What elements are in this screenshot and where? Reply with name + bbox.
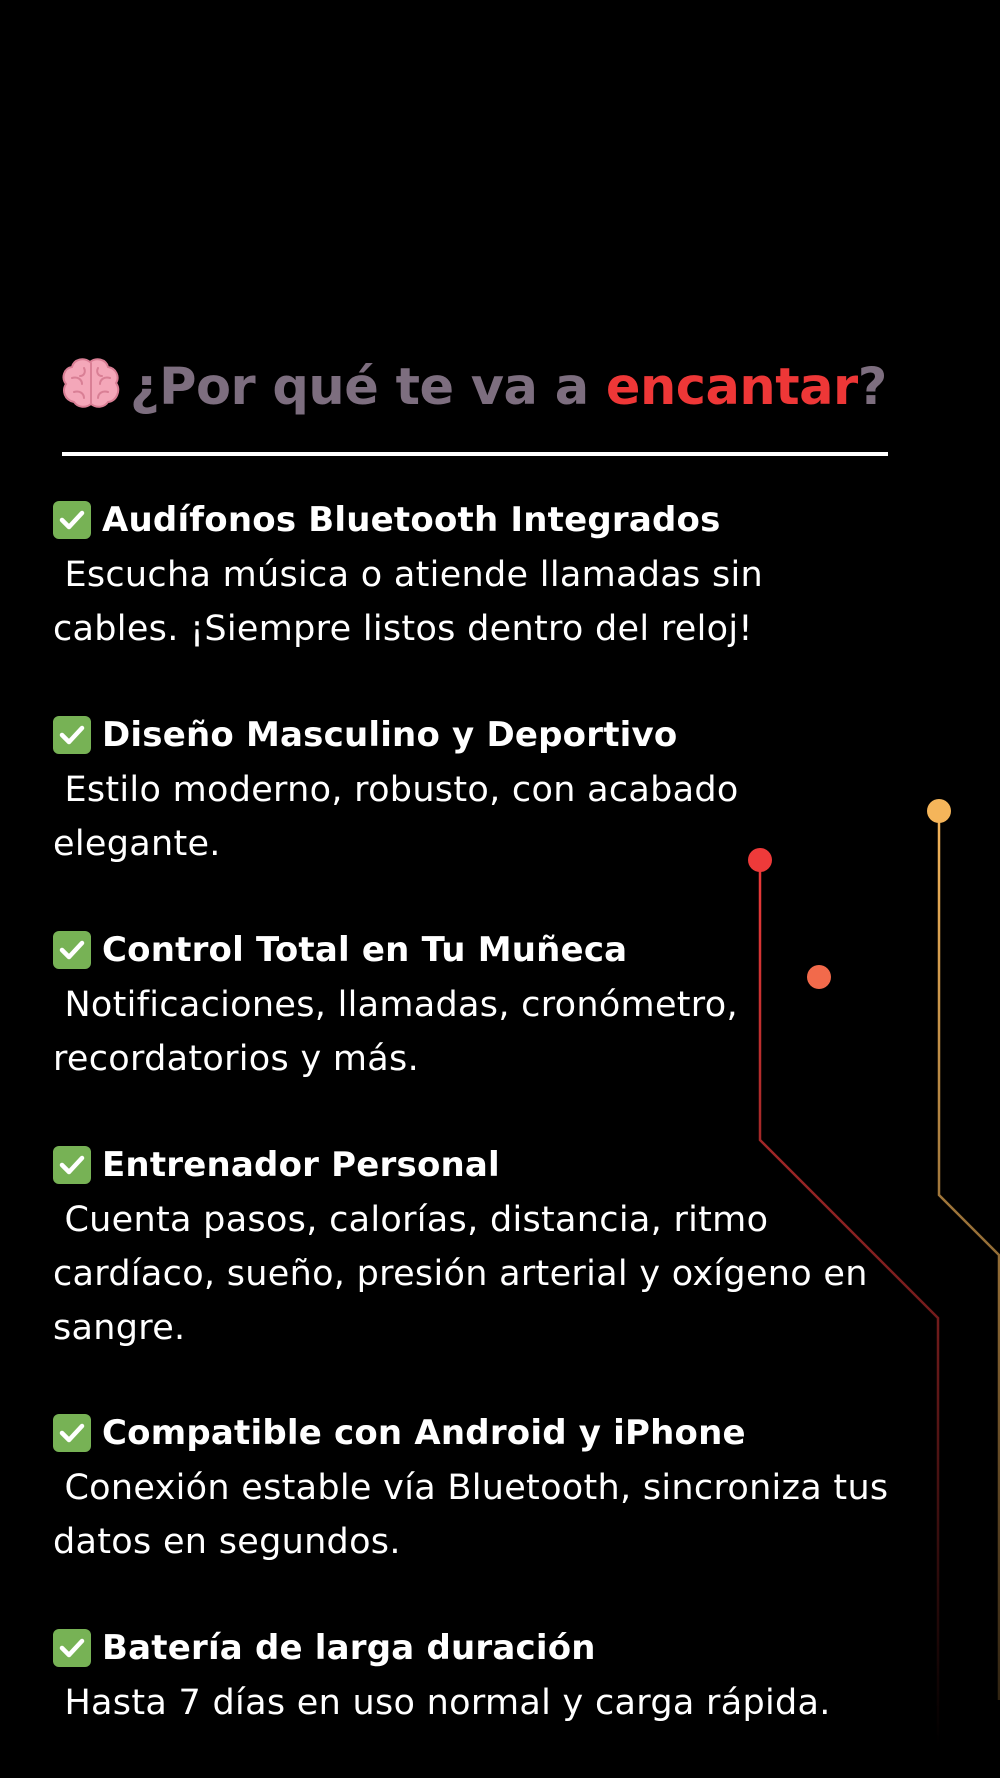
description-line: cardíaco, sueño, presión arterial y oxígeno en [53,1254,868,1294]
feature-heading: Diseño Masculino y Deportivo [102,715,678,755]
feature-item [53,925,983,1086]
feature-description [53,1676,983,1730]
description-line: Cuenta pasos, calorías, distancia, ritmo [53,1200,769,1240]
feature-description [53,1461,983,1569]
headline-text: ¿Por qué te va a [130,358,606,417]
feature-description [53,978,983,1086]
description-line: cables. ¡Siempre listos dentro del reloj! [53,609,753,649]
title-underline [62,452,888,456]
feature-heading: Batería de larga duración [102,1628,596,1668]
feature-item [53,495,983,656]
check-mark-icon [53,931,91,969]
check-mark-icon [53,1629,91,1667]
description-line: Hasta 7 días en uso normal y carga rápida. [53,1683,831,1723]
description-line: elegante. [53,824,221,864]
brain-icon [60,356,122,430]
description-line: Escucha música o atiende llamadas sin [53,555,763,595]
feature-heading: Entrenador Personal [102,1145,500,1185]
feature-description [53,1193,983,1355]
description-line: Estilo moderno, robusto, con acabado [53,770,739,810]
feature-description [53,548,983,656]
check-mark-icon [53,1414,91,1452]
check-mark-icon [53,1146,91,1184]
feature-item [53,1623,983,1730]
description-line: recordatorios y más. [53,1039,420,1079]
description-line: Conexión estable vía Bluetooth, sincroniza tus [53,1468,889,1508]
headline-end: ? [857,358,887,417]
feature-item [53,1140,983,1355]
headline-accent: encantar [605,358,858,417]
feature-heading: Compatible con Android y iPhone [102,1413,746,1453]
feature-item [53,710,983,871]
check-mark-icon [53,501,91,539]
description-line: Notificaciones, llamadas, cronómetro, [53,985,738,1025]
feature-item [53,1408,983,1569]
headline [60,352,990,430]
check-mark-icon [53,716,91,754]
feature-description [53,763,983,871]
feature-heading: Audífonos Bluetooth Integrados [102,500,721,540]
description-line: sangre. [53,1308,186,1348]
feature-heading: Control Total en Tu Muñeca [102,930,628,970]
description-line: datos en segundos. [53,1522,401,1562]
